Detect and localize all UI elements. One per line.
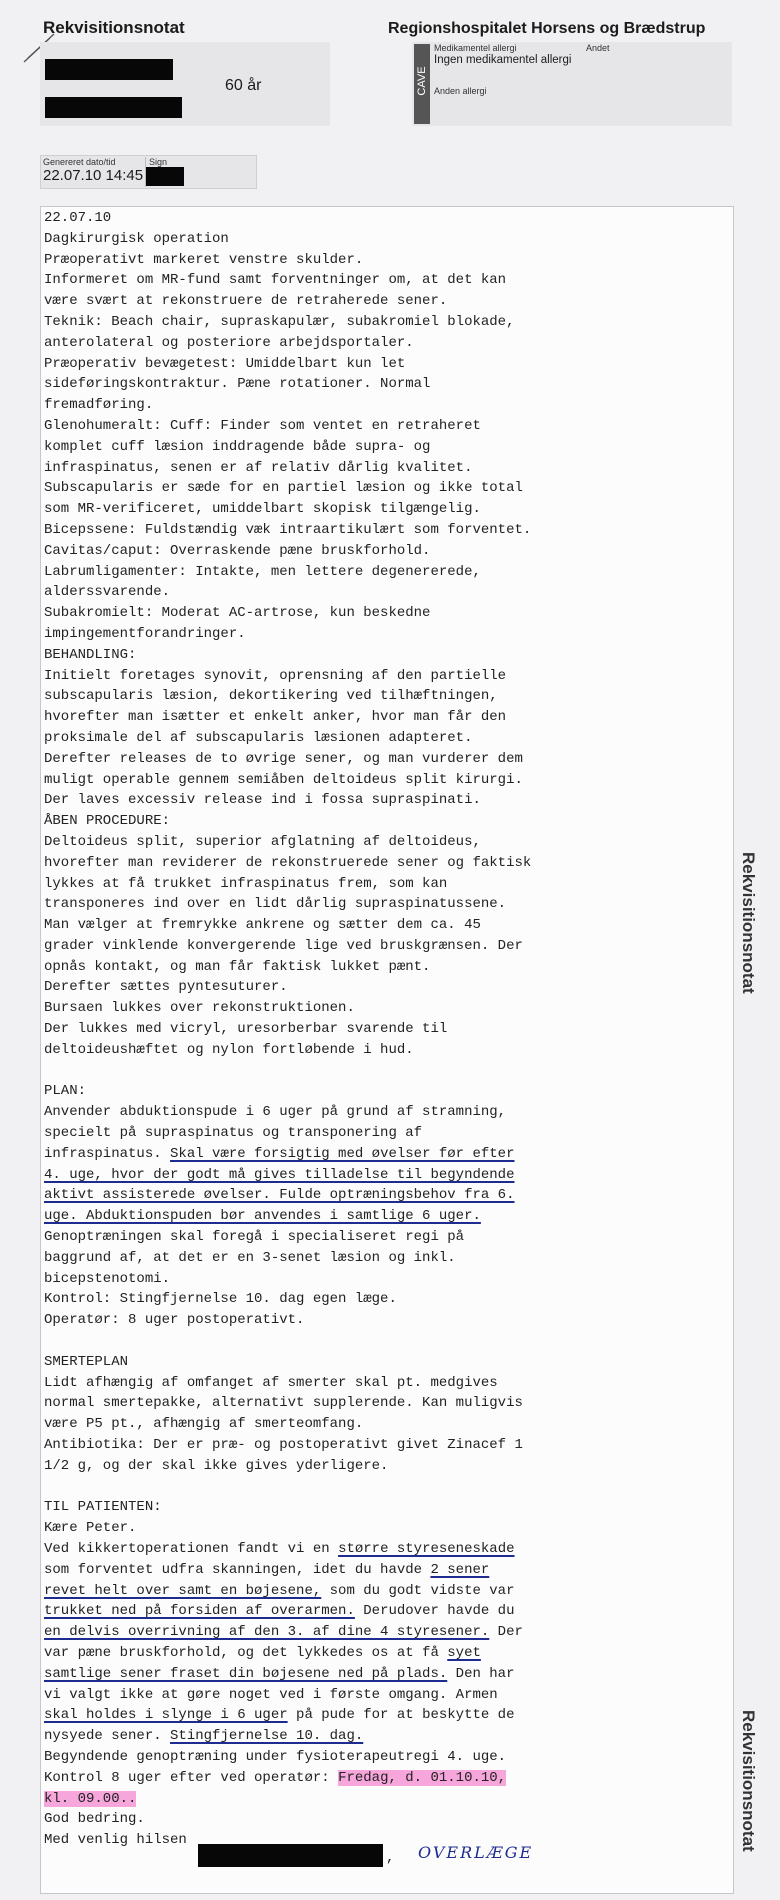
note-line: fremadføring. — [44, 397, 154, 414]
note-line: hvorefter man isætter et enkelt anker, hvor man får den — [44, 709, 507, 726]
other-label: Andet — [586, 43, 610, 53]
note-line — [44, 1477, 684, 1498]
note-line: Subakromielt: Moderat AC-artrose, kun beskedne — [44, 605, 431, 622]
note-line: en delvis overrivning af den 3. af dine 4 styresener. Der — [44, 1624, 523, 1641]
note-line: komplet cuff læsion inddragende både supra- og — [44, 438, 431, 455]
note-line: deltoideushæftet og nylon fortløbende i hud. — [44, 1041, 414, 1058]
highlighted-text: kl. 09.00.. — [44, 1790, 137, 1807]
note-line: sideføringskontraktur. Pæne rotationer. Normal — [44, 376, 431, 393]
note-line: TIL PATIENTEN: — [44, 1499, 162, 1516]
generated-label: Genereret dato/tid — [43, 157, 116, 167]
note-line: Derefter releases de to øvrige sener, og man vurderer dem — [44, 750, 523, 767]
note-line: bicepstenotomi. — [44, 1270, 171, 1287]
note-line: Informeret om MR-fund samt forventninger om, at det kan — [44, 272, 507, 289]
note-line: revet helt over samt en bøjesene, som du godt vidste var — [44, 1582, 515, 1599]
note-line: infraspinatus, senen er af relativ dårlig kvalitet. — [44, 459, 473, 476]
note-line: Kære Peter. — [44, 1520, 137, 1537]
note-line: Cavitas/caput: Overraskende pæne bruskforhold. — [44, 542, 431, 559]
note-line: skal holdes i slynge i 6 uger på pude for at beskytte de — [44, 1707, 515, 1724]
note-line: vi valgt ikke at gøre noget ved i første omgang. Armen — [44, 1686, 498, 1703]
note-line: normal smertepakke, alternativt supplerende. Kan muligvis — [44, 1395, 523, 1412]
underlined-text: 4. uge, hvor der godt må gives tilladelse til begyndende — [44, 1166, 515, 1183]
underlined-text: uge. Abduktionspuden bør anvendes i samtlige 6 uger. — [44, 1208, 481, 1225]
note-line: være svært at rekonstruere de retraherede sener. — [44, 293, 448, 310]
underlined-text: 2 sener — [430, 1561, 490, 1578]
side-label-top: Rekvisitionsnotat — [739, 852, 758, 994]
note-line: Begyndende genoptræning under fysioterapeutregi 4. uge. — [44, 1748, 507, 1765]
note-line: Bursaen lukkes over rekonstruktionen. — [44, 1000, 355, 1017]
note-line: Teknik: Beach chair, supraskapulær, subakromiel blokade, — [44, 313, 515, 330]
underlined-text: Stingfjernelse 10. dag. — [170, 1728, 364, 1745]
note-line — [44, 1789, 684, 1810]
note-line — [44, 1185, 684, 1206]
underlined-text: Skal være forsigtig med øvelser før efter — [170, 1145, 515, 1162]
note-line: som forventet udfra skanningen, idet du havde 2 sener — [44, 1561, 490, 1578]
note-line: subscapularis læsion, dekortikering ved tilhæftningen, — [44, 688, 498, 705]
note-line: Præoperativ bevægetest: Umiddelbart kun let — [44, 355, 406, 372]
note-line: Derefter sættes pyntesuturer. — [44, 979, 288, 996]
hospital-name: Regionshospitalet Horsens og Brædstrup — [388, 20, 706, 37]
note-line: Dagkirurgisk operation — [44, 230, 229, 247]
signature-comma: , — [386, 1850, 395, 1866]
document-title: Rekvisitionsnotat — [43, 18, 185, 37]
redacted-sign — [146, 167, 184, 186]
other-allergy-label: Anden allergi — [434, 86, 487, 96]
underlined-text: syet — [447, 1644, 481, 1661]
note-line: trukket ned på forsiden af overarmen. Derudover havde du — [44, 1603, 515, 1620]
note-line: Genoptræningen skal foregå i specialiseret regi på — [44, 1229, 465, 1246]
note-line: Kontrol 8 uger efter ved operatør: Fredag, d. 01.10.10, — [44, 1769, 507, 1786]
note-line: SMERTEPLAN — [44, 1353, 129, 1370]
note-line: var pæne bruskforhold, og det lykkedes os at få syet — [44, 1644, 481, 1661]
redacted-signature — [198, 1844, 383, 1867]
generated-value: 22.07.10 14:45 — [43, 167, 144, 184]
underlined-text: en delvis overrivning af den 3. af dine 4 styresener. — [44, 1624, 490, 1641]
note-line: specielt på supraspinatus og transponering af — [44, 1125, 423, 1142]
note-body — [44, 208, 684, 1851]
note-line: grader vinklende konvergerende lige ved bruskgrænsen. Der — [44, 937, 523, 954]
note-line: transponeres ind over en lidt dårlig supraspinatussene. — [44, 896, 507, 913]
note-line: opnås kontakt, og man får faktisk lukket pænt. — [44, 958, 431, 975]
note-line: 1/2 g, og der skal ikke gives yderligere. — [44, 1457, 389, 1474]
note-line: Ved kikkertoperationen fandt vi en større styreseneskade — [44, 1541, 515, 1557]
note-line: Præoperativt markeret venstre skulder. — [44, 251, 364, 268]
note-line: være P5 pt., afhængig af smerteomfang. — [44, 1416, 364, 1433]
note-line: God bedring. — [44, 1811, 145, 1828]
underlined-text: trukket ned på forsiden af overarmen. — [44, 1603, 355, 1620]
note-line: Subscapularis er sæde for en partiel læsion og ikke total — [44, 480, 523, 497]
note-line: lykkes at få trukket infraspinatus frem, som kan — [44, 875, 448, 892]
note-line — [44, 1165, 684, 1186]
note-line: Der lukkes med vicryl, uresorberbar svarende til — [44, 1021, 448, 1038]
note-line: ÅBEN PROCEDURE: — [44, 813, 171, 830]
note-line: hvorefter man reviderer de rekonstruerede sener og faktisk — [44, 854, 532, 871]
note-line: Man vælger at fremrykke ankrene og sætter dem ca. 45 — [44, 917, 481, 934]
note-line: Initielt foretages synovit, oprensning af den partielle — [44, 667, 507, 684]
note-line: muligt operable gennem semiåben deltoideus split kirurgi. — [44, 771, 523, 788]
note-line: Labrumligamenter: Intakte, men lettere degenererede, — [44, 563, 481, 580]
note-line: Kontrol: Stingfjernelse 10. dag egen læge. — [44, 1291, 397, 1308]
note-line: alderssvarende. — [44, 584, 171, 601]
note-line: Med venlig hilsen — [44, 1832, 187, 1849]
side-label-bottom: Rekvisitionsnotat — [739, 1710, 758, 1852]
handwritten-title: OVERLÆGE — [418, 1843, 534, 1862]
note-line — [44, 1331, 684, 1352]
note-line: 22.07.10 — [44, 210, 112, 226]
note-line: som MR-verificeret, umiddelbart skopisk tilgængelig. — [44, 501, 481, 518]
note-line: proksimale del af subscapularis læsionen adapteret. — [44, 729, 473, 746]
underlined-text: skal holdes i slynge i 6 uger — [44, 1707, 288, 1724]
note-line — [44, 1206, 684, 1227]
cave-label: CAVE — [416, 66, 428, 96]
note-line: Lidt afhængig af omfanget af smerter skal pt. medgives — [44, 1374, 498, 1391]
underlined-text: større styreseneskade — [338, 1541, 515, 1557]
note-line — [44, 1061, 684, 1082]
note-line: Der laves excessiv release ind i fossa supraspinati. — [44, 792, 481, 809]
medication-allergy-value: Ingen medikamentel allergi — [434, 54, 572, 66]
note-line: anterolateral og posteriore arbejdsportaler. — [44, 334, 414, 351]
note-line: nysyede sener. Stingfjernelse 10. dag. — [44, 1728, 364, 1745]
note-line: PLAN: — [44, 1083, 87, 1100]
note-line: impingementforandringer. — [44, 625, 246, 642]
note-line: Antibiotika: Der er præ- og postoperativt givet Zinacef 1 — [44, 1437, 523, 1454]
underlined-text: samtlige sener fraset din bøjesene ned på plads. — [44, 1665, 448, 1682]
note-line: BEHANDLING: — [44, 646, 137, 663]
sign-label: Sign — [149, 157, 168, 167]
patient-age: 60 år — [225, 77, 262, 94]
underlined-text: revet helt over samt en bøjesene, — [44, 1582, 322, 1599]
note-line: infraspinatus. Skal være forsigtig med øvelser før efter — [44, 1145, 515, 1162]
redacted-patient-name — [45, 59, 173, 80]
underlined-text: aktivt assisterede øvelser. Fulde optræningsbehov fra 6. — [44, 1187, 515, 1204]
medication-allergy-label: Medikamentel allergi — [434, 43, 517, 53]
note-line: Operatør: 8 uger postoperativt. — [44, 1312, 305, 1329]
note-line: Deltoideus split, superior afglatning af deltoideus, — [44, 833, 481, 850]
note-line: Anvender abduktionspude i 6 uger på grund af stramning, — [44, 1104, 507, 1121]
note-line: samtlige sener fraset din bøjesene ned på plads. Den har — [44, 1665, 515, 1682]
note-line: Bicepssene: Fuldstændig væk intraartikulært som forventet. — [44, 521, 532, 538]
redacted-patient-id — [45, 97, 182, 118]
note-line: baggrund af, at det er en 3-senet læsion og inkl. — [44, 1249, 456, 1266]
note-line: Glenohumeralt: Cuff: Finder som ventet en retraheret — [44, 417, 481, 434]
highlighted-text: Fredag, d. 01.10.10, — [338, 1769, 507, 1786]
